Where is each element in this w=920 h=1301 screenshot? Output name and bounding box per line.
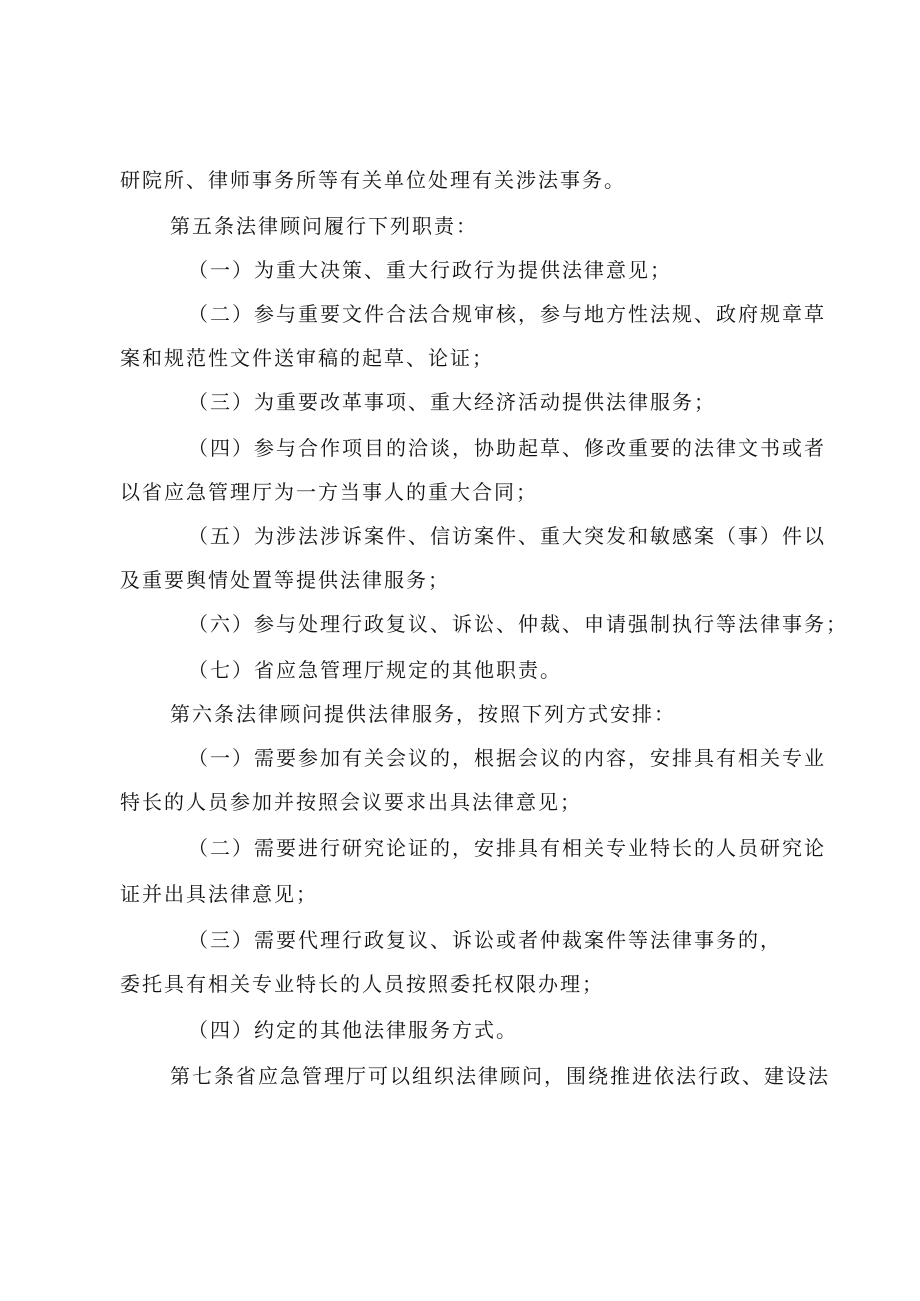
article-6-item-1-cont: 特长的人员参加并按照会议要求出具法律意见；: [120, 790, 582, 814]
article-6-item-2: （二）需要进行研究论证的，安排具有相关专业特长的人员研究论: [188, 836, 826, 860]
article-5-heading: 第五条法律顾问履行下列职责：: [170, 214, 478, 238]
article-5-item-7: （七）省应急管理厅规定的其他职责。: [188, 658, 562, 682]
article-5-item-1: （一）为重大决策、重大行政行为提供法律意见；: [188, 258, 672, 282]
article-5-item-5: （五）为涉法涉诉案件、信访案件、重大突发和敏感案（事）件以: [188, 524, 826, 548]
article-6-item-3-cont: 委托具有相关专业特长的人员按照委托权限办理；: [120, 972, 604, 996]
article-6-heading: 第六条法律顾问提供法律服务，按照下列方式安排：: [170, 702, 676, 726]
article-5-item-2-cont: 案和规范性文件送审稿的起草、论证；: [120, 346, 494, 370]
text-line-1: 研院所、律师事务所等有关单位处理有关涉法事务。: [120, 168, 626, 192]
article-6-item-3: （三）需要代理行政复议、诉讼或者仲裁案件等法律事务的，: [188, 928, 782, 952]
article-5-item-2: （二）参与重要文件合法合规审核，参与地方性法规、政府规章草: [188, 302, 826, 326]
article-5-item-3: （三）为重要改革事项、重大经济活动提供法律服务；: [188, 390, 716, 414]
article-5-item-5-cont: 及重要舆情处置等提供法律服务；: [120, 568, 450, 592]
article-5-item-4: （四）参与合作项目的洽谈，协助起草、修改重要的法律文书或者: [188, 436, 826, 460]
article-6-item-4: （四）约定的其他法律服务方式。: [188, 1018, 518, 1042]
article-6-item-2-cont: 证并出具法律意见；: [120, 882, 318, 906]
article-5-item-6: （六）参与处理行政复议、诉讼、仲裁、申请强制执行等法律事务；: [188, 612, 848, 636]
article-6-item-1: （一）需要参加有关会议的，根据会议的内容，安排具有相关专业: [188, 746, 826, 770]
article-7-heading: 第七条省应急管理厅可以组织法律顾问，围绕推进依法行政、建设法: [170, 1064, 830, 1088]
article-5-item-4-cont: 以省应急管理厅为一方当事人的重大合同；: [120, 480, 538, 504]
